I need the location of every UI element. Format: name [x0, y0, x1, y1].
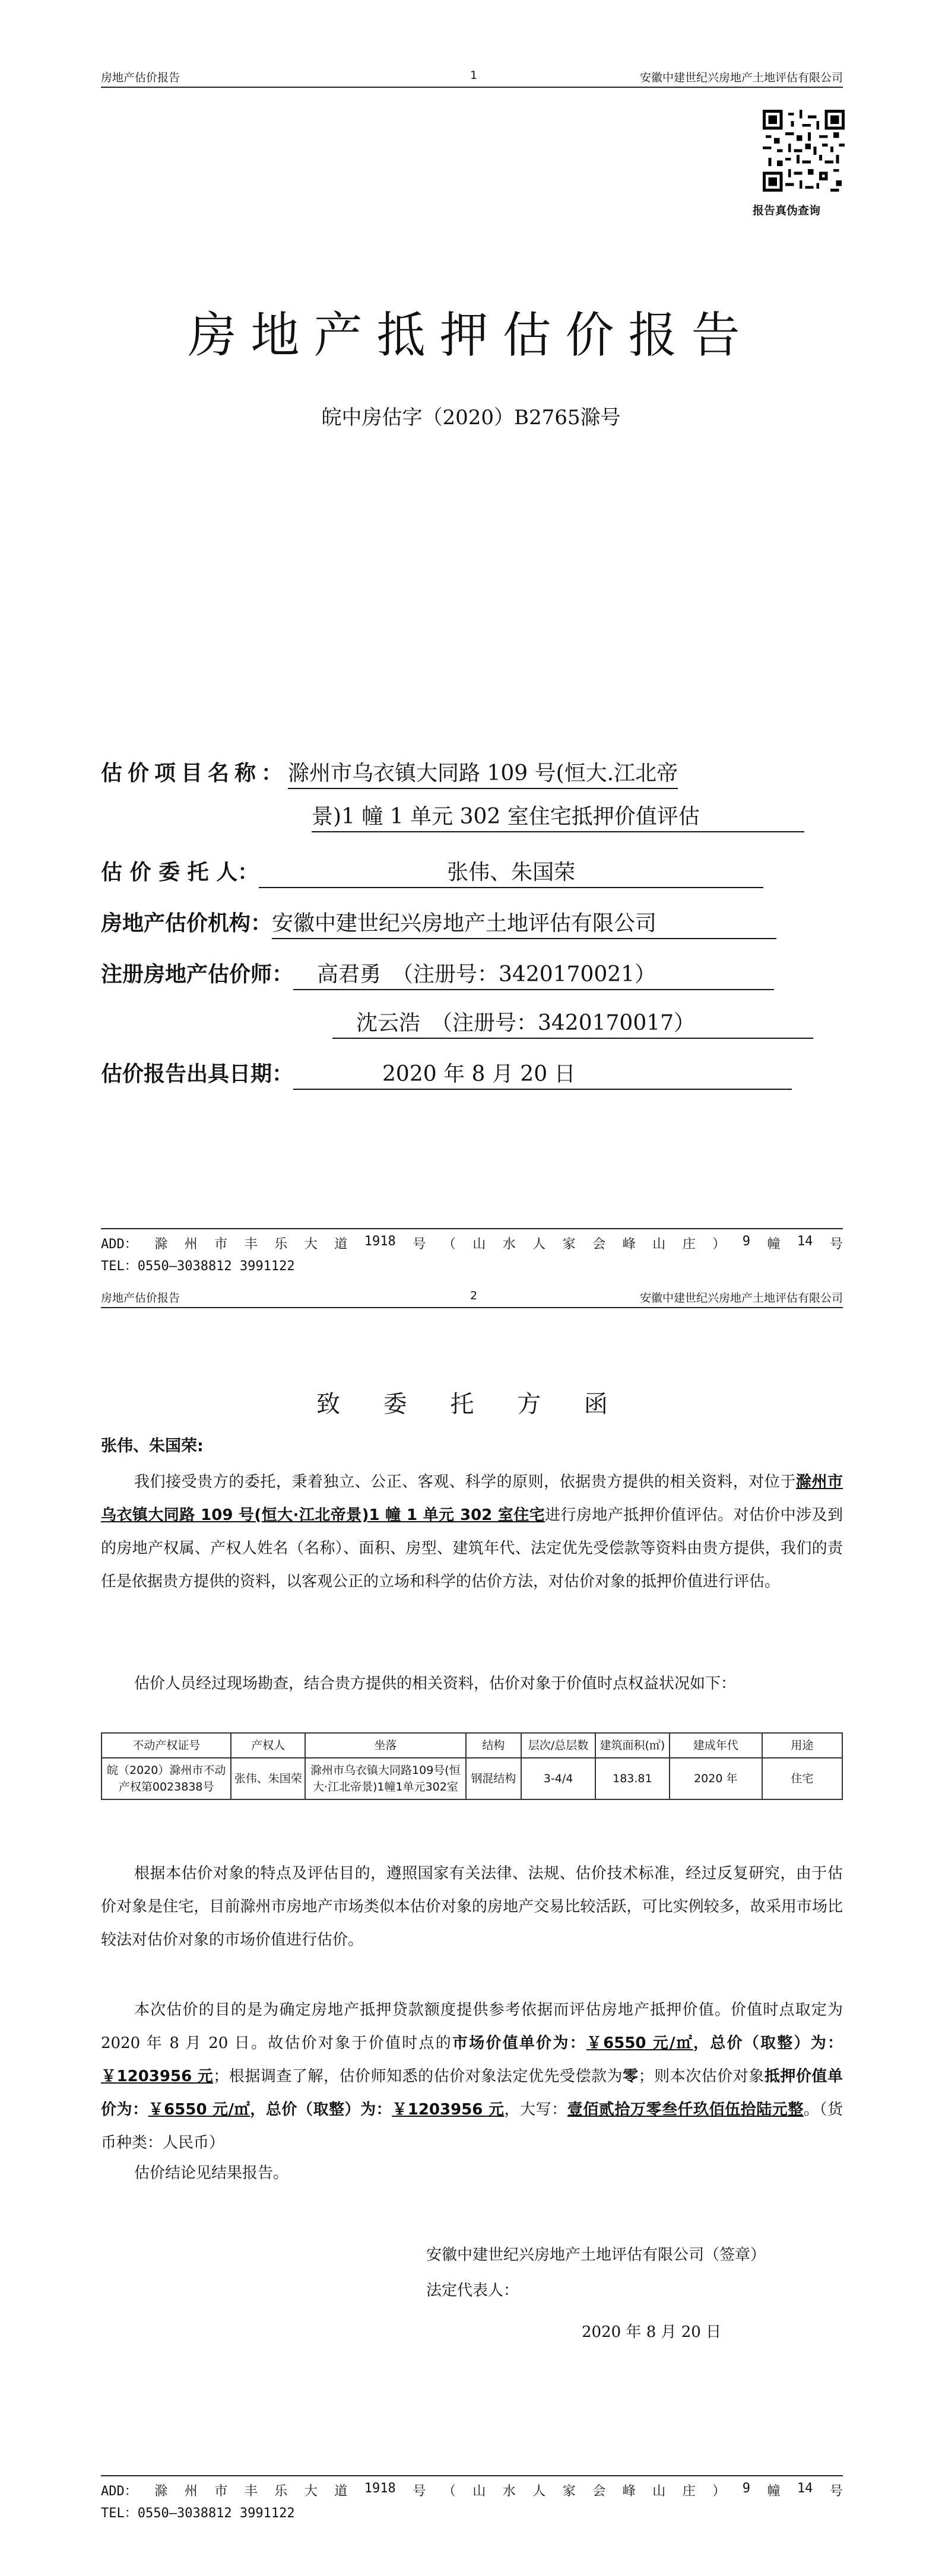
- footer-address-part: 滁: [154, 1237, 168, 1252]
- table-cell: 张伟、朱国荣: [231, 1758, 305, 1799]
- para4-text: ；则本次估价对象: [638, 2068, 765, 2085]
- footer-address-part: 州: [184, 2484, 198, 2499]
- para1-text-c: 进行房地产抵押价值评估。对估价中涉及到的房地产权属、产权人姓名（名称）、面积、房型、建筑年代、法定优先受偿款等资料由贵方提供，我们的责任是依据贵方提供的资料，以客观公正的立场和科学的估价方法，对估价对象的抵押价值进行评估。: [101, 1506, 843, 1591]
- header-left: 房地产估价报告: [101, 1292, 180, 1305]
- salutation: 张伟、朱国荣:: [101, 1437, 204, 1455]
- footer-address-part: 丰: [244, 2484, 258, 2499]
- date-label: 估价报告出具日期：: [101, 1062, 294, 1086]
- field-org: [101, 907, 776, 939]
- footer-address: [101, 1234, 843, 1252]
- para1-text-a: 我们接受贵方的委托，秉着独立、公正、客观、科学的原则，依据贵方提供的相关资料，对位于: [134, 1473, 796, 1491]
- footer-address-part: 道: [334, 2484, 348, 2499]
- footer-address-part: 1918: [364, 1234, 396, 1249]
- amount-in-words: 壹佰贰拾万零叁仟玖佰伍拾陆元整: [567, 2101, 804, 2119]
- paragraph-2: 估价人员经过现场勘查，结合贵方提供的相关资料，估价对象于价值时点权益状况如下：: [134, 1675, 737, 1693]
- footer-address-part: 市: [214, 1237, 228, 1252]
- header-divider: [101, 1307, 843, 1308]
- table-header: 不动产权证号: [102, 1733, 231, 1758]
- mortgage-total-price: ￥1203956 元: [392, 2101, 505, 2119]
- qr-code-icon[interactable]: [763, 110, 845, 192]
- table-cell: 钢混结构: [466, 1758, 522, 1799]
- client-value: 张伟、朱国荣: [259, 856, 763, 888]
- market-total-price: ￥1203956 元: [101, 2068, 214, 2085]
- page1-footer: [101, 1228, 843, 1274]
- page1-header: [101, 64, 843, 88]
- footer-address-part: 1918: [364, 2481, 396, 2496]
- footer-address-part: 乐: [274, 1237, 288, 1252]
- footer-address-part: 大: [304, 2484, 318, 2499]
- document-number: 皖中房估字（2020）B2765滁号: [321, 406, 621, 430]
- footer-address-part: 山: [652, 2484, 666, 2499]
- footer-tel: TEL：0550—3038812 3991122: [101, 2506, 295, 2521]
- footer-address-part: 山: [472, 2484, 486, 2499]
- footer-address-part: ）: [712, 1237, 726, 1252]
- table-header: 层次/总层数: [521, 1733, 595, 1758]
- report-title: 房地产抵押估价报告: [188, 307, 754, 364]
- footer-address-part: 州: [184, 1237, 198, 1252]
- footer-address-part: 人: [532, 1237, 546, 1252]
- appraiser-1: 高君勇 （注册号：3420170021）: [293, 958, 774, 990]
- footer-address-part: 家: [562, 1237, 576, 1252]
- table-header-row: [102, 1733, 842, 1758]
- project-value-line2: 景)1 幢 1 单元 302 室住宅抵押价值评估: [312, 800, 804, 832]
- footer-address-part: 丰: [244, 1237, 258, 1252]
- footer-divider: [101, 1228, 843, 1229]
- appraiser-label: 注册房地产估价师：: [101, 962, 294, 987]
- page-number: 1: [470, 69, 478, 82]
- footer-address-part: 山: [472, 1237, 486, 1252]
- footer-address-part: 9: [742, 2481, 750, 2496]
- footer-address-part: 会: [592, 2484, 606, 2499]
- para4-text: 本次估价的目的是为确定房地产抵押贷款额度提供参考依据而评估房地产抵押价值。价值时点取定为 2020 年 8 月 20 日。故估价对象于价值时点的: [101, 2001, 843, 2052]
- letter-title: 致 委 托 方 函: [316, 1391, 626, 1418]
- footer-address-part: 家: [562, 2484, 576, 2499]
- table-cell: 皖（2020）滁州市不动产权第0023838号: [102, 1758, 231, 1799]
- market-unit-price: ￥6550 元/㎡: [586, 2034, 694, 2052]
- signature-representative: 法定代表人：: [426, 2282, 519, 2300]
- appraiser-2: 沈云浩 （注册号：3420170017）: [332, 1006, 813, 1039]
- property-table: [101, 1732, 843, 1800]
- footer-address-part: 号: [413, 1237, 426, 1252]
- field-appraiser: [101, 958, 774, 990]
- table-cell: 3-4/4: [521, 1758, 595, 1799]
- priority-claim: 零: [623, 2068, 639, 2085]
- paragraph-4: [101, 1993, 843, 2160]
- table-cell: 183.81: [595, 1758, 670, 1799]
- project-value-line1: 滁州市乌衣镇大同路 109 号(恒大.江北帝: [288, 756, 678, 789]
- footer-address-part: 大: [304, 1237, 318, 1252]
- client-label: 估 价 委 托 人：: [101, 860, 259, 885]
- mortgage-unit-label: 抵押价值单价为：: [101, 2068, 843, 2119]
- market-unit-label: 市场价值单价为：: [452, 2034, 586, 2052]
- paragraph-1: [101, 1465, 843, 1598]
- footer-address-part: ）: [712, 2484, 726, 2499]
- field-appraiser-2: [332, 1006, 813, 1039]
- footer-address-part: 会: [592, 1237, 606, 1252]
- mortgage-total-label: ，总价（取整）为：: [250, 2101, 392, 2119]
- footer-address-part: 道: [334, 1237, 348, 1252]
- field-project-cont: [312, 800, 804, 832]
- page2-footer: [101, 2475, 843, 2521]
- project-label: 估价项目名称：: [101, 761, 288, 785]
- footer-address-part: 市: [214, 2484, 228, 2499]
- field-client: [101, 856, 763, 888]
- page-number: 2: [470, 1289, 478, 1302]
- footer-tel: TEL：0550—3038812 3991122: [101, 1259, 295, 1274]
- footer-address-part: 14: [797, 1234, 813, 1249]
- table-row: [102, 1758, 842, 1799]
- footer-address-part: 山: [652, 1237, 666, 1252]
- footer-address-part: 幢: [767, 2484, 781, 2499]
- footer-address-part: 滁: [154, 2484, 168, 2499]
- para4-text: ，大写：: [504, 2101, 567, 2119]
- table-header: 结构: [466, 1733, 522, 1758]
- footer-address-part: 水: [502, 2484, 516, 2499]
- org-value: 安徽中建世纪兴房地产土地评估有限公司: [272, 907, 776, 939]
- qr-caption: 报告真伪查询: [753, 204, 821, 217]
- property-address: 滁州市乌衣镇大同路 109 号(恒大·江北帝景)1 幢 1 单元 302 室住宅: [101, 1473, 843, 1524]
- date-value: 2020 年 8 月 20 日: [293, 1057, 792, 1090]
- footer-address: [101, 2481, 843, 2499]
- footer-divider: [101, 2475, 843, 2476]
- footer-address-part: 幢: [767, 1237, 781, 1252]
- footer-address-part: 乐: [274, 2484, 288, 2499]
- footer-address-part: ADD：: [101, 2484, 138, 2499]
- footer-address-part: （: [442, 1237, 456, 1252]
- footer-address-part: 9: [742, 1234, 750, 1249]
- header-left: 房地产估价报告: [101, 71, 180, 84]
- footer-address-part: 水: [502, 1237, 516, 1252]
- field-date: [101, 1057, 792, 1090]
- table-header: 产权人: [231, 1733, 305, 1758]
- table-header: 建筑面积(㎡): [595, 1733, 670, 1758]
- table-header: 坐落: [305, 1733, 465, 1758]
- footer-address-part: （: [442, 2484, 456, 2499]
- header-right: 安徽中建世纪兴房地产土地评估有限公司: [639, 1292, 843, 1305]
- header-right: 安徽中建世纪兴房地产土地评估有限公司: [639, 71, 843, 84]
- footer-address-part: 14: [797, 2481, 813, 2496]
- footer-address-part: 峰: [622, 2484, 636, 2499]
- page2-header: [101, 1284, 843, 1308]
- table-cell: 住宅: [762, 1758, 842, 1799]
- signature-org: 安徽中建世纪兴房地产土地评估有限公司（签章）: [426, 2246, 766, 2264]
- signature-date: 2020 年 8 月 20 日: [582, 2323, 722, 2341]
- footer-address-part: 庄: [682, 1237, 696, 1252]
- footer-address-part: 号: [829, 1237, 843, 1252]
- table-header: 建成年代: [670, 1733, 762, 1758]
- table-cell: 2020 年: [670, 1758, 762, 1799]
- field-project: [101, 756, 678, 789]
- footer-address-part: 峰: [622, 1237, 636, 1252]
- table-cell: 滁州市乌衣镇大同路109号(恒大·江北帝景)1幢1单元302室: [305, 1758, 465, 1799]
- table-header: 用途: [762, 1733, 842, 1758]
- footer-address-part: 庄: [682, 2484, 696, 2499]
- paragraph-3: 根据本估价对象的特点及评估目的，遵照国家有关法律、法规、估价技术标准，经过反复研究，由于估价对象是住宅，目前滁州市房地产市场类似本估价对象的房地产交易比较活跃，可比实例较多，故采用市场比较法对估价对象的市场价值进行估价。: [101, 1865, 843, 1949]
- para4-text: ；根据调查了解，估价师知悉的估价对象法定优先受偿款为: [213, 2068, 623, 2085]
- footer-address-part: ADD：: [101, 1237, 138, 1252]
- footer-address-part: 号: [413, 2484, 426, 2499]
- paragraph-5: 估价结论见结果报告。: [134, 2164, 289, 2182]
- mortgage-unit-price: ￥6550 元/㎡: [148, 2101, 250, 2119]
- para4-text: 。（货币种类：人民币）: [101, 2101, 843, 2152]
- market-total-label: ，总价（取整）为：: [693, 2034, 843, 2052]
- footer-address-part: 人: [532, 2484, 546, 2499]
- header-divider: [101, 87, 843, 88]
- org-label: 房地产估价机构：: [101, 911, 272, 936]
- footer-address-part: 号: [829, 2484, 843, 2499]
